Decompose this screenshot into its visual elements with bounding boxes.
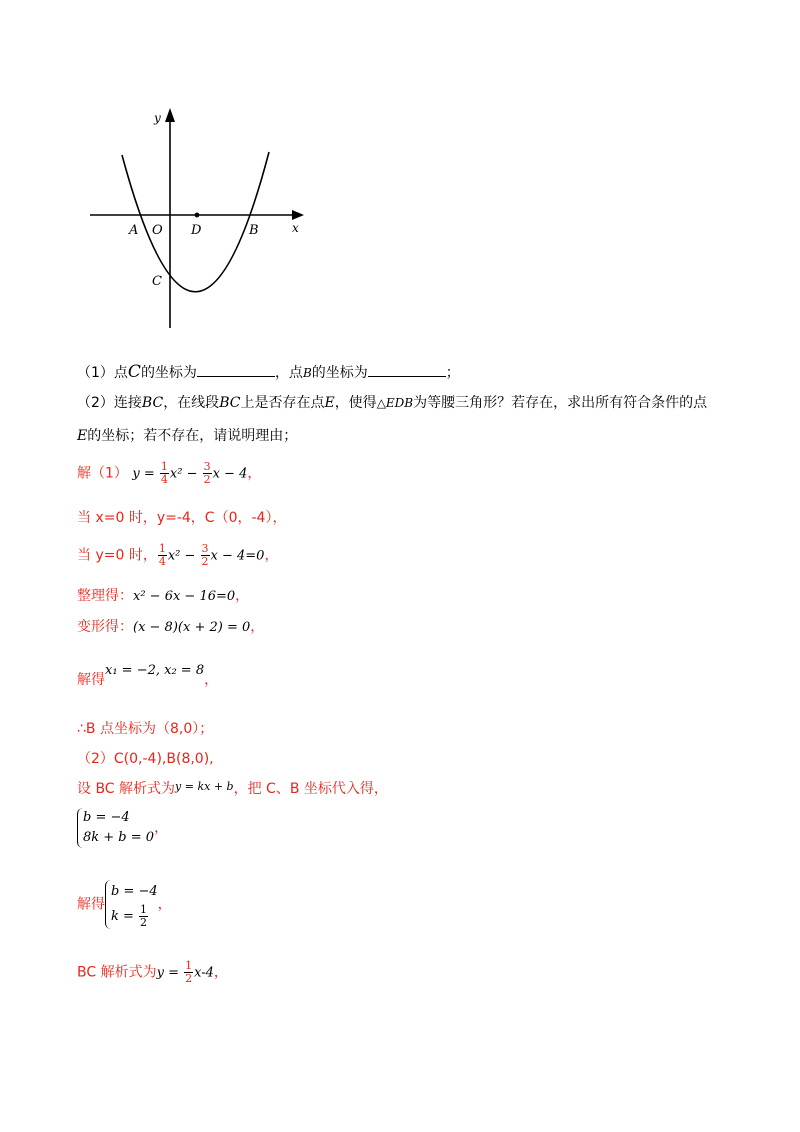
fraction-1-2-b: $\frac{1}{2}$ [185,959,193,985]
solution-step-5: 变形得：(x − 8)(x + 2) = 0， [77,619,265,635]
fraction-1-2: $\frac{1}{2}$ [140,903,148,929]
fraction-1-4: $\frac{1}{4}$ [160,460,168,486]
solution-step-1: 解（1） y = $\frac{1}{4}$ x² − $\frac{3}{2}$ x − 4， [77,460,262,486]
solution-step-6: 解得x₁ = −2, x₂ = 8， [77,663,219,688]
solution-step-8: （2）C(0,-4),B(8,0), [77,751,214,767]
solution-system-1: b = −4 8k + b = 0 ， [77,808,168,848]
point-c-label: C [152,274,162,289]
answer-blank-c [197,362,275,377]
x-axis-label: x [292,221,299,235]
y-axis-label: y [154,111,161,125]
solution-step-3: 当 y=0 时， $\frac{1}{4}$ x² − $\frac{3}{2}$ x − 4=0， [77,542,279,568]
point-d-dot [195,213,200,218]
solution-step-2: 当 x=0 时，y=-4，C（0，-4）， [77,510,287,526]
fraction-1-4-b: $\frac{1}{4}$ [158,542,166,568]
point-o-label: O [152,223,163,238]
equation-system-2: b = −4 k = $\frac{1}{2}$ [105,880,158,929]
solution-step-4: 整理得：x² − 6x − 16=0， [77,588,250,604]
fraction-3-2-b: $\frac{3}{2}$ [201,542,209,568]
point-a-label: A [129,223,139,238]
question-1: （1）点C的坐标为 ，点B的坐标为 ； [77,362,460,382]
question-2-line-2: E的坐标；若不存在，请说明理由； [77,428,298,444]
point-d-label: D [191,223,202,238]
parabola-curve [122,152,269,292]
x-axis-arrow [292,210,304,220]
equation-system-1: b = −4 8k + b = 0 [77,808,154,848]
parabola-figure [82,100,322,340]
y-axis-arrow [165,108,175,122]
point-b-label: B [249,223,259,238]
answer-blank-b [368,362,446,377]
solution-step-9: 设 BC 解析式为$^{y = kx + b}$，把 C、B 坐标代入得， [77,780,388,797]
solution-step-11: BC 解析式为y = $\frac{1}{2}$ x-4， [77,959,228,985]
question-2-line-1: （2）连接BC，在线段BC上是否存在点E，使得△EDB为等腰三角形？若存在，求出所有符合条件的点 [77,395,708,411]
solution-step-7: ∴B 点坐标为（8,0）； [77,721,214,737]
solution-step-10: 解得 b = −4 k = $\frac{1}{2}$ ， [77,880,172,929]
fraction-3-2: $\frac{3}{2}$ [203,460,211,486]
